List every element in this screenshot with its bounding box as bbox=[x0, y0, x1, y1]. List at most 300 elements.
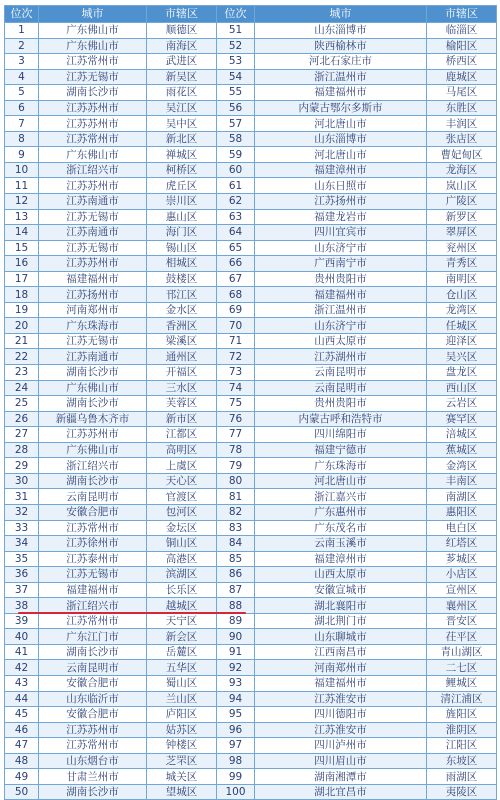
cell-city-right: 福建漳州市 bbox=[255, 162, 427, 178]
cell-district-right: 兖州区 bbox=[427, 240, 497, 256]
cell-district-right: 青山湖区 bbox=[427, 644, 497, 660]
cell-city-right: 河北唐山市 bbox=[255, 147, 427, 163]
cell-rank-left: 31 bbox=[5, 489, 39, 505]
cell-rank-right: 74 bbox=[217, 380, 255, 396]
cell-district-left: 南海区 bbox=[147, 38, 217, 54]
cell-district-left: 锡山区 bbox=[147, 240, 217, 256]
cell-rank-left: 3 bbox=[5, 54, 39, 70]
table-row bbox=[5, 225, 497, 241]
cell-rank-left: 32 bbox=[5, 504, 39, 520]
cell-city-left: 浙江绍兴市 bbox=[39, 598, 147, 614]
cell-city-left: 山东临沂市 bbox=[39, 691, 147, 707]
cell-rank-right: 59 bbox=[217, 147, 255, 163]
cell-district-right: 清江浦区 bbox=[427, 691, 497, 707]
cell-city-right: 浙江嘉兴市 bbox=[255, 489, 427, 505]
cell-district-left: 雨花区 bbox=[147, 85, 217, 101]
cell-city-right: 四川泸州市 bbox=[255, 738, 427, 754]
cell-district-right: 芗城区 bbox=[427, 551, 497, 567]
cell-rank-right: 63 bbox=[217, 209, 255, 225]
cell-district-right: 晋安区 bbox=[427, 613, 497, 629]
highlight-underline bbox=[18, 612, 246, 614]
cell-district-right: 金湾区 bbox=[427, 458, 497, 474]
cell-district-left: 通州区 bbox=[147, 349, 217, 365]
cell-rank-right: 88 bbox=[217, 598, 255, 614]
cell-district-right: 淮阴区 bbox=[427, 722, 497, 738]
cell-district-left: 柯桥区 bbox=[147, 162, 217, 178]
cell-district-left: 芙蓉区 bbox=[147, 396, 217, 412]
cell-district-left: 高明区 bbox=[147, 442, 217, 458]
table-row bbox=[5, 333, 497, 349]
cell-rank-left: 22 bbox=[5, 349, 39, 365]
cell-district-right: 广陵区 bbox=[427, 194, 497, 210]
cell-city-right: 江苏湖州市 bbox=[255, 349, 427, 365]
cell-district-left: 钟楼区 bbox=[147, 738, 217, 754]
cell-city-left: 广东江门市 bbox=[39, 629, 147, 645]
cell-rank-right: 81 bbox=[217, 489, 255, 505]
cell-rank-right: 97 bbox=[217, 738, 255, 754]
cell-rank-right: 69 bbox=[217, 302, 255, 318]
cell-city-right: 江苏扬州市 bbox=[255, 194, 427, 210]
cell-city-left: 江苏常州市 bbox=[39, 520, 147, 536]
cell-rank-left: 39 bbox=[5, 613, 39, 629]
cell-district-right: 雨湖区 bbox=[427, 769, 497, 785]
cell-rank-right: 64 bbox=[217, 225, 255, 241]
cell-rank-right: 100 bbox=[217, 784, 255, 800]
cell-district-right: 丰南区 bbox=[427, 473, 497, 489]
cell-rank-left: 15 bbox=[5, 240, 39, 256]
cell-city-right: 山东淄博市 bbox=[255, 23, 427, 39]
cell-rank-right: 93 bbox=[217, 675, 255, 691]
cell-city-right: 广东惠州市 bbox=[255, 504, 427, 520]
cell-district-right: 丰润区 bbox=[427, 116, 497, 132]
cell-district-right: 电白区 bbox=[427, 520, 497, 536]
table-row bbox=[5, 85, 497, 101]
cell-city-left: 江苏南通市 bbox=[39, 225, 147, 241]
cell-rank-left: 10 bbox=[5, 162, 39, 178]
cell-rank-left: 6 bbox=[5, 100, 39, 116]
cell-rank-left: 38 bbox=[5, 598, 39, 614]
cell-district-left: 顺德区 bbox=[147, 23, 217, 39]
cell-rank-left: 47 bbox=[5, 738, 39, 754]
cell-district-right: 岚山区 bbox=[427, 178, 497, 194]
table-row bbox=[5, 520, 497, 536]
cell-rank-left: 49 bbox=[5, 769, 39, 785]
cell-district-right: 襄州区 bbox=[427, 598, 497, 614]
cell-city-right: 湖南湘潭市 bbox=[255, 769, 427, 785]
table-row bbox=[5, 675, 497, 691]
cell-city-left: 江苏苏州市 bbox=[39, 427, 147, 443]
cell-city-right: 福建福州市 bbox=[255, 287, 427, 303]
cell-city-right: 浙江温州市 bbox=[255, 69, 427, 85]
cell-district-right: 西山区 bbox=[427, 380, 497, 396]
cell-rank-left: 21 bbox=[5, 333, 39, 349]
cell-rank-right: 57 bbox=[217, 116, 255, 132]
cell-rank-left: 14 bbox=[5, 225, 39, 241]
cell-rank-left: 41 bbox=[5, 644, 39, 660]
cell-rank-left: 19 bbox=[5, 302, 39, 318]
cell-rank-left: 30 bbox=[5, 473, 39, 489]
cell-city-right: 四川宜宾市 bbox=[255, 225, 427, 241]
cell-city-left: 新疆乌鲁木齐市 bbox=[39, 411, 147, 427]
cell-rank-right: 78 bbox=[217, 442, 255, 458]
cell-district-right: 新罗区 bbox=[427, 209, 497, 225]
cell-rank-left: 23 bbox=[5, 365, 39, 381]
cell-rank-right: 71 bbox=[217, 333, 255, 349]
cell-district-right: 旌阳区 bbox=[427, 707, 497, 723]
cell-rank-right: 85 bbox=[217, 551, 255, 567]
cell-district-left: 铜山区 bbox=[147, 536, 217, 552]
cell-rank-right: 80 bbox=[217, 473, 255, 489]
cell-city-right: 湖北襄阳市 bbox=[255, 598, 427, 614]
cell-city-right: 福建宁德市 bbox=[255, 442, 427, 458]
cell-city-left: 云南昆明市 bbox=[39, 489, 147, 505]
cell-city-left: 湖南长沙市 bbox=[39, 784, 147, 800]
table-row bbox=[5, 380, 497, 396]
cell-district-left: 海门区 bbox=[147, 225, 217, 241]
cell-city-left: 湖南长沙市 bbox=[39, 644, 147, 660]
cell-rank-right: 68 bbox=[217, 287, 255, 303]
cell-rank-left: 42 bbox=[5, 660, 39, 676]
cell-district-right: 惠阳区 bbox=[427, 504, 497, 520]
cell-district-right: 南湖区 bbox=[427, 489, 497, 505]
header-district-right: 市辖区 bbox=[427, 6, 497, 23]
cell-district-left: 新吴区 bbox=[147, 69, 217, 85]
cell-city-right: 安徽宣城市 bbox=[255, 582, 427, 598]
table-row bbox=[5, 287, 497, 303]
cell-district-right: 任城区 bbox=[427, 318, 497, 334]
cell-rank-left: 24 bbox=[5, 380, 39, 396]
cell-rank-left: 20 bbox=[5, 318, 39, 334]
cell-rank-left: 4 bbox=[5, 69, 39, 85]
cell-rank-right: 98 bbox=[217, 753, 255, 769]
cell-district-right: 江阳区 bbox=[427, 738, 497, 754]
cell-city-left: 广东佛山市 bbox=[39, 23, 147, 39]
cell-district-left: 梁溪区 bbox=[147, 333, 217, 349]
cell-rank-right: 86 bbox=[217, 567, 255, 583]
cell-district-right: 茌平区 bbox=[427, 629, 497, 645]
cell-district-right: 南明区 bbox=[427, 271, 497, 287]
cell-district-left: 鼓楼区 bbox=[147, 271, 217, 287]
cell-district-right: 盘龙区 bbox=[427, 365, 497, 381]
table-row bbox=[5, 629, 497, 645]
cell-district-left: 上虞区 bbox=[147, 458, 217, 474]
table-row bbox=[5, 536, 497, 552]
cell-city-right: 河北石家庄市 bbox=[255, 54, 427, 70]
cell-city-right: 江苏淮安市 bbox=[255, 722, 427, 738]
cell-city-left: 江苏常州市 bbox=[39, 613, 147, 629]
cell-district-right: 曹妃甸区 bbox=[427, 147, 497, 163]
cell-district-right: 龙湾区 bbox=[427, 302, 497, 318]
cell-city-right: 广东茂名市 bbox=[255, 520, 427, 536]
cell-rank-left: 28 bbox=[5, 442, 39, 458]
cell-city-left: 江苏苏州市 bbox=[39, 116, 147, 132]
cell-district-right: 夷陵区 bbox=[427, 784, 497, 800]
cell-district-right: 东胜区 bbox=[427, 100, 497, 116]
cell-district-right: 临淄区 bbox=[427, 23, 497, 39]
cell-city-right: 云南玉溪市 bbox=[255, 536, 427, 552]
table-row bbox=[5, 473, 497, 489]
cell-city-right: 江西南昌市 bbox=[255, 644, 427, 660]
table-row bbox=[5, 116, 497, 132]
cell-rank-right: 90 bbox=[217, 629, 255, 645]
cell-rank-right: 91 bbox=[217, 644, 255, 660]
cell-city-right: 山东日照市 bbox=[255, 178, 427, 194]
cell-rank-right: 96 bbox=[217, 722, 255, 738]
cell-district-left: 崇川区 bbox=[147, 194, 217, 210]
cell-city-left: 江苏扬州市 bbox=[39, 287, 147, 303]
cell-district-left: 长乐区 bbox=[147, 582, 217, 598]
table-row bbox=[5, 598, 497, 614]
table-row bbox=[5, 551, 497, 567]
cell-city-left: 安徽合肥市 bbox=[39, 675, 147, 691]
cell-city-left: 山东烟台市 bbox=[39, 753, 147, 769]
cell-rank-left: 27 bbox=[5, 427, 39, 443]
cell-rank-left: 34 bbox=[5, 536, 39, 552]
cell-rank-right: 76 bbox=[217, 411, 255, 427]
table-row bbox=[5, 271, 497, 287]
cell-city-right: 内蒙古呼和浩特市 bbox=[255, 411, 427, 427]
cell-rank-left: 2 bbox=[5, 38, 39, 54]
table-row bbox=[5, 365, 497, 381]
cell-district-right: 红塔区 bbox=[427, 536, 497, 552]
cell-district-left: 新北区 bbox=[147, 131, 217, 147]
cell-city-left: 江苏常州市 bbox=[39, 131, 147, 147]
table-row bbox=[5, 691, 497, 707]
cell-district-right: 赛罕区 bbox=[427, 411, 497, 427]
cell-city-right: 四川绵阳市 bbox=[255, 427, 427, 443]
cell-district-left: 金坛区 bbox=[147, 520, 217, 536]
cell-district-left: 天心区 bbox=[147, 473, 217, 489]
cell-district-right: 二七区 bbox=[427, 660, 497, 676]
cell-city-left: 浙江绍兴市 bbox=[39, 162, 147, 178]
table-row bbox=[5, 178, 497, 194]
table-row bbox=[5, 23, 497, 39]
table-row bbox=[5, 100, 497, 116]
cell-rank-right: 73 bbox=[217, 365, 255, 381]
cell-rank-left: 17 bbox=[5, 271, 39, 287]
table-row bbox=[5, 302, 497, 318]
cell-district-right: 张店区 bbox=[427, 131, 497, 147]
cell-rank-left: 25 bbox=[5, 396, 39, 412]
table-row bbox=[5, 69, 497, 85]
cell-city-left: 江苏常州市 bbox=[39, 54, 147, 70]
header-rank-right: 位次 bbox=[217, 6, 255, 23]
cell-city-left: 江苏苏州市 bbox=[39, 178, 147, 194]
cell-district-left: 姑苏区 bbox=[147, 722, 217, 738]
cell-rank-left: 35 bbox=[5, 551, 39, 567]
cell-city-right: 贵州贵阳市 bbox=[255, 396, 427, 412]
cell-rank-right: 92 bbox=[217, 660, 255, 676]
cell-rank-right: 58 bbox=[217, 131, 255, 147]
cell-district-left: 包河区 bbox=[147, 504, 217, 520]
cell-rank-left: 5 bbox=[5, 85, 39, 101]
cell-district-left: 武进区 bbox=[147, 54, 217, 70]
cell-city-right: 广西南宁市 bbox=[255, 256, 427, 272]
cell-city-left: 江苏徐州市 bbox=[39, 536, 147, 552]
cell-rank-right: 77 bbox=[217, 427, 255, 443]
table-row bbox=[5, 644, 497, 660]
cell-district-left: 兰山区 bbox=[147, 691, 217, 707]
cell-city-left: 湖南长沙市 bbox=[39, 473, 147, 489]
cell-district-left: 邗江区 bbox=[147, 287, 217, 303]
cell-rank-left: 43 bbox=[5, 675, 39, 691]
cell-district-left: 望城区 bbox=[147, 784, 217, 800]
cell-city-left: 江苏无锡市 bbox=[39, 567, 147, 583]
header-city-left: 城市 bbox=[39, 6, 147, 23]
cell-district-left: 禅城区 bbox=[147, 147, 217, 163]
cell-city-right: 内蒙古鄂尔多斯市 bbox=[255, 100, 427, 116]
cell-city-left: 湖南长沙市 bbox=[39, 396, 147, 412]
cell-rank-right: 87 bbox=[217, 582, 255, 598]
header-district-left: 市辖区 bbox=[147, 6, 217, 23]
cell-district-left: 新会区 bbox=[147, 629, 217, 645]
cell-city-right: 陕西榆林市 bbox=[255, 38, 427, 54]
cell-district-right: 宣州区 bbox=[427, 582, 497, 598]
cell-rank-left: 9 bbox=[5, 147, 39, 163]
cell-rank-right: 54 bbox=[217, 69, 255, 85]
cell-rank-left: 36 bbox=[5, 567, 39, 583]
district-ranking-table bbox=[4, 5, 497, 800]
cell-rank-left: 29 bbox=[5, 458, 39, 474]
cell-city-right: 湖北荆门市 bbox=[255, 613, 427, 629]
cell-rank-left: 37 bbox=[5, 582, 39, 598]
cell-district-left: 岳麓区 bbox=[147, 644, 217, 660]
cell-city-right: 云南昆明市 bbox=[255, 380, 427, 396]
cell-rank-right: 62 bbox=[217, 194, 255, 210]
cell-rank-left: 50 bbox=[5, 784, 39, 800]
cell-district-right: 翠屏区 bbox=[427, 225, 497, 241]
table-header-row bbox=[5, 6, 497, 23]
table-row bbox=[5, 427, 497, 443]
cell-city-left: 浙江绍兴市 bbox=[39, 458, 147, 474]
table-body bbox=[5, 23, 497, 800]
cell-city-left: 广东珠海市 bbox=[39, 318, 147, 334]
cell-rank-right: 99 bbox=[217, 769, 255, 785]
cell-city-left: 江苏常州市 bbox=[39, 738, 147, 754]
cell-district-right: 龙海区 bbox=[427, 162, 497, 178]
cell-city-left: 江苏无锡市 bbox=[39, 333, 147, 349]
cell-district-left: 香洲区 bbox=[147, 318, 217, 334]
cell-rank-left: 33 bbox=[5, 520, 39, 536]
cell-district-left: 开福区 bbox=[147, 365, 217, 381]
table-row bbox=[5, 256, 497, 272]
cell-district-right: 迎泽区 bbox=[427, 333, 497, 349]
cell-city-left: 河南郑州市 bbox=[39, 302, 147, 318]
cell-city-left: 江苏苏州市 bbox=[39, 100, 147, 116]
table-row bbox=[5, 582, 497, 598]
cell-rank-right: 67 bbox=[217, 271, 255, 287]
table-row bbox=[5, 396, 497, 412]
cell-city-left: 江苏无锡市 bbox=[39, 69, 147, 85]
cell-district-right: 鲤城区 bbox=[427, 675, 497, 691]
cell-city-right: 河南郑州市 bbox=[255, 660, 427, 676]
cell-rank-right: 75 bbox=[217, 396, 255, 412]
table-row bbox=[5, 147, 497, 163]
cell-rank-right: 89 bbox=[217, 613, 255, 629]
cell-district-left: 官渡区 bbox=[147, 489, 217, 505]
cell-city-left: 江苏苏州市 bbox=[39, 256, 147, 272]
cell-city-left: 甘肃兰州市 bbox=[39, 769, 147, 785]
table-row bbox=[5, 240, 497, 256]
cell-rank-right: 70 bbox=[217, 318, 255, 334]
cell-rank-right: 52 bbox=[217, 38, 255, 54]
cell-city-right: 四川德阳市 bbox=[255, 707, 427, 723]
cell-district-left: 天宁区 bbox=[147, 613, 217, 629]
cell-rank-right: 94 bbox=[217, 691, 255, 707]
cell-rank-left: 8 bbox=[5, 131, 39, 147]
cell-city-left: 安徽合肥市 bbox=[39, 504, 147, 520]
cell-rank-left: 13 bbox=[5, 209, 39, 225]
cell-city-right: 山西太原市 bbox=[255, 567, 427, 583]
cell-rank-left: 48 bbox=[5, 753, 39, 769]
table-row bbox=[5, 318, 497, 334]
cell-city-left: 云南昆明市 bbox=[39, 660, 147, 676]
cell-district-left: 庐阳区 bbox=[147, 707, 217, 723]
cell-rank-left: 44 bbox=[5, 691, 39, 707]
cell-city-right: 山东聊城市 bbox=[255, 629, 427, 645]
cell-district-left: 吴江区 bbox=[147, 100, 217, 116]
table-row bbox=[5, 209, 497, 225]
cell-city-right: 四川眉山市 bbox=[255, 753, 427, 769]
table-row bbox=[5, 613, 497, 629]
cell-rank-right: 61 bbox=[217, 178, 255, 194]
cell-city-left: 江苏南通市 bbox=[39, 194, 147, 210]
table-row bbox=[5, 489, 497, 505]
table-row bbox=[5, 784, 497, 800]
cell-city-right: 浙江温州市 bbox=[255, 302, 427, 318]
table-row bbox=[5, 753, 497, 769]
table-row bbox=[5, 769, 497, 785]
table-row bbox=[5, 131, 497, 147]
cell-district-right: 桥西区 bbox=[427, 54, 497, 70]
cell-city-left: 广东佛山市 bbox=[39, 442, 147, 458]
cell-city-left: 湖南长沙市 bbox=[39, 85, 147, 101]
cell-district-left: 金水区 bbox=[147, 302, 217, 318]
cell-city-right: 云南昆明市 bbox=[255, 365, 427, 381]
cell-district-left: 吴中区 bbox=[147, 116, 217, 132]
table-row bbox=[5, 458, 497, 474]
cell-rank-right: 95 bbox=[217, 707, 255, 723]
cell-city-left: 江苏泰州市 bbox=[39, 551, 147, 567]
table-row bbox=[5, 54, 497, 70]
cell-city-left: 江苏无锡市 bbox=[39, 209, 147, 225]
cell-district-left: 相城区 bbox=[147, 256, 217, 272]
table-row bbox=[5, 660, 497, 676]
cell-city-right: 河北唐山市 bbox=[255, 473, 427, 489]
table-row bbox=[5, 707, 497, 723]
cell-city-left: 湖南长沙市 bbox=[39, 365, 147, 381]
cell-district-right: 鹿城区 bbox=[427, 69, 497, 85]
cell-district-right: 吴兴区 bbox=[427, 349, 497, 365]
cell-rank-right: 82 bbox=[217, 504, 255, 520]
cell-rank-right: 56 bbox=[217, 100, 255, 116]
cell-rank-left: 1 bbox=[5, 23, 39, 39]
cell-district-right: 小店区 bbox=[427, 567, 497, 583]
cell-rank-right: 66 bbox=[217, 256, 255, 272]
cell-city-right: 河北唐山市 bbox=[255, 116, 427, 132]
cell-rank-right: 83 bbox=[217, 520, 255, 536]
cell-district-right: 涪城区 bbox=[427, 427, 497, 443]
cell-city-right: 福建福州市 bbox=[255, 675, 427, 691]
header-rank-left: 位次 bbox=[5, 6, 39, 23]
table-row bbox=[5, 504, 497, 520]
cell-city-right: 山东淄博市 bbox=[255, 131, 427, 147]
cell-district-left: 虎丘区 bbox=[147, 178, 217, 194]
cell-district-left: 芝罘区 bbox=[147, 753, 217, 769]
table-row bbox=[5, 38, 497, 54]
cell-district-right: 青秀区 bbox=[427, 256, 497, 272]
cell-district-left: 城关区 bbox=[147, 769, 217, 785]
